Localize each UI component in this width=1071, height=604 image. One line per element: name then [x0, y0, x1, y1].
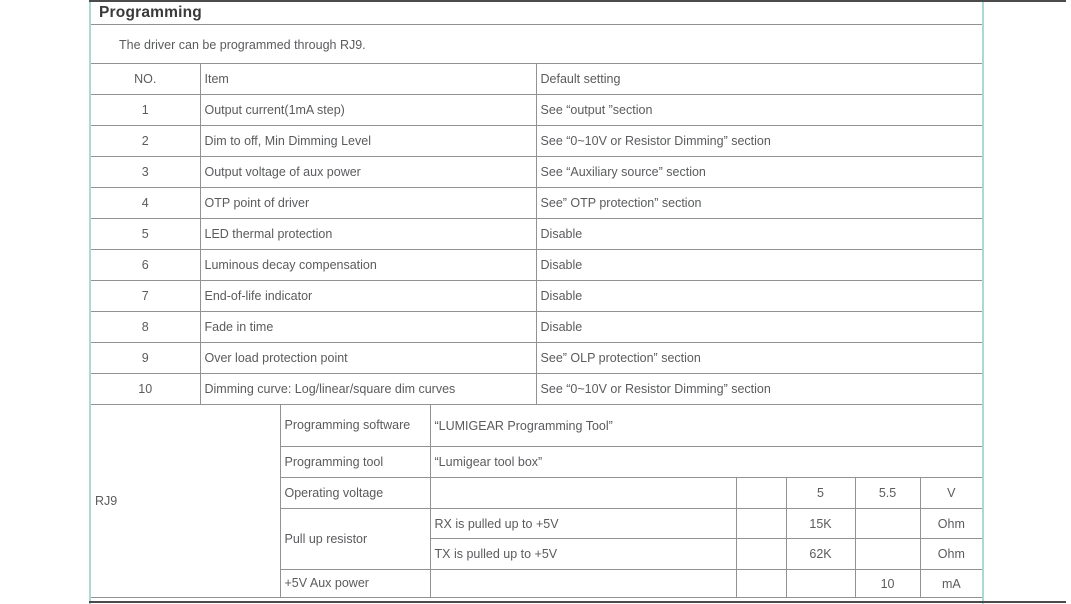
programming-table — [91, 63, 982, 598]
item-cell: LED thermal protection — [200, 219, 536, 250]
table-row — [91, 343, 982, 374]
rj9-software-label: Programming software — [280, 405, 430, 447]
default-cell: See “Auxiliary source” section — [536, 157, 982, 188]
rj9-label-cell: RJ9 — [91, 405, 280, 598]
no-cell: 8 — [91, 312, 200, 343]
table-row — [91, 281, 982, 312]
item-cell: Fade in time — [200, 312, 536, 343]
item-cell: Dimming curve: Log/linear/square dim curves — [200, 374, 536, 405]
no-cell: 5 — [91, 219, 200, 250]
rj9-tool-value: “Lumigear tool box” — [430, 447, 982, 478]
rj9-aux-unit: mA — [920, 570, 982, 598]
rj9-aux-min — [786, 570, 855, 598]
rj9-pullup-rx-value: 15K — [786, 509, 855, 539]
table-row — [91, 312, 982, 343]
no-cell: 4 — [91, 188, 200, 219]
rj9-pullup-tx-unit: Ohm — [920, 539, 982, 570]
header-no: NO. — [91, 64, 200, 95]
rj9-operating-voltage-label: Operating voltage — [280, 478, 430, 509]
rj9-operating-voltage-min: 5 — [786, 478, 855, 509]
item-cell: Output voltage of aux power — [200, 157, 536, 188]
table-row — [91, 374, 982, 405]
table-row — [91, 188, 982, 219]
rj9-pullup-label: Pull up resistor — [280, 509, 430, 570]
rj9-pullup-rx-unit: Ohm — [920, 509, 982, 539]
item-cell: Dim to off, Min Dimming Level — [200, 126, 536, 157]
table-row — [91, 219, 982, 250]
rj9-aux-blank — [736, 570, 786, 598]
rj9-pullup-tx-value: 62K — [786, 539, 855, 570]
no-cell: 7 — [91, 281, 200, 312]
rj9-operating-voltage-unit: V — [920, 478, 982, 509]
rj9-aux-label: +5V Aux power — [280, 570, 430, 598]
rj9-aux-value: 10 — [855, 570, 920, 598]
rj9-operating-voltage-max: 5.5 — [855, 478, 920, 509]
rj9-tool-label: Programming tool — [280, 447, 430, 478]
no-cell: 6 — [91, 250, 200, 281]
rj9-pullup-tx-blank — [736, 539, 786, 570]
rj9-pullup-rx-desc: RX is pulled up to +5V — [430, 509, 736, 539]
default-cell: Disable — [536, 219, 982, 250]
rj9-row-software — [91, 405, 982, 447]
no-cell: 9 — [91, 343, 200, 374]
rj9-software-value: “LUMIGEAR Programming Tool” — [430, 405, 982, 447]
table-row — [91, 250, 982, 281]
programming-section — [89, 2, 984, 604]
no-cell: 1 — [91, 95, 200, 126]
default-cell: See “0~10V or Resistor Dimming” section — [536, 126, 982, 157]
default-cell: See “0~10V or Resistor Dimming” section — [536, 374, 982, 405]
default-cell: See “output ”section — [536, 95, 982, 126]
rj9-aux-desc — [430, 570, 736, 598]
header-item: Item — [200, 64, 536, 95]
item-cell: End-of-life indicator — [200, 281, 536, 312]
default-cell: See” OTP protection” section — [536, 188, 982, 219]
rj9-pullup-tx-max — [855, 539, 920, 570]
rj9-pullup-tx-desc: TX is pulled up to +5V — [430, 539, 736, 570]
next-section-top-rule — [89, 601, 1066, 603]
intro-text: The driver can be programmed through RJ9. — [119, 38, 366, 52]
table-row — [91, 157, 982, 188]
no-cell: 10 — [91, 374, 200, 405]
item-cell: Output current(1mA step) — [200, 95, 536, 126]
rj9-operating-voltage-desc — [430, 478, 736, 509]
no-cell: 3 — [91, 157, 200, 188]
rj9-operating-voltage-blank — [736, 478, 786, 509]
rj9-pullup-rx-blank — [736, 509, 786, 539]
default-cell: Disable — [536, 281, 982, 312]
rj9-pullup-rx-max — [855, 509, 920, 539]
item-cell: Luminous decay compensation — [200, 250, 536, 281]
default-cell: Disable — [536, 250, 982, 281]
item-cell: Over load protection point — [200, 343, 536, 374]
default-cell: Disable — [536, 312, 982, 343]
table-header-row — [91, 64, 982, 95]
default-cell: See” OLP protection” section — [536, 343, 982, 374]
table-row — [91, 126, 982, 157]
header-default: Default setting — [536, 64, 982, 95]
table-row — [91, 95, 982, 126]
section-title: Programming — [91, 2, 982, 25]
no-cell: 2 — [91, 126, 200, 157]
item-cell: OTP point of driver — [200, 188, 536, 219]
